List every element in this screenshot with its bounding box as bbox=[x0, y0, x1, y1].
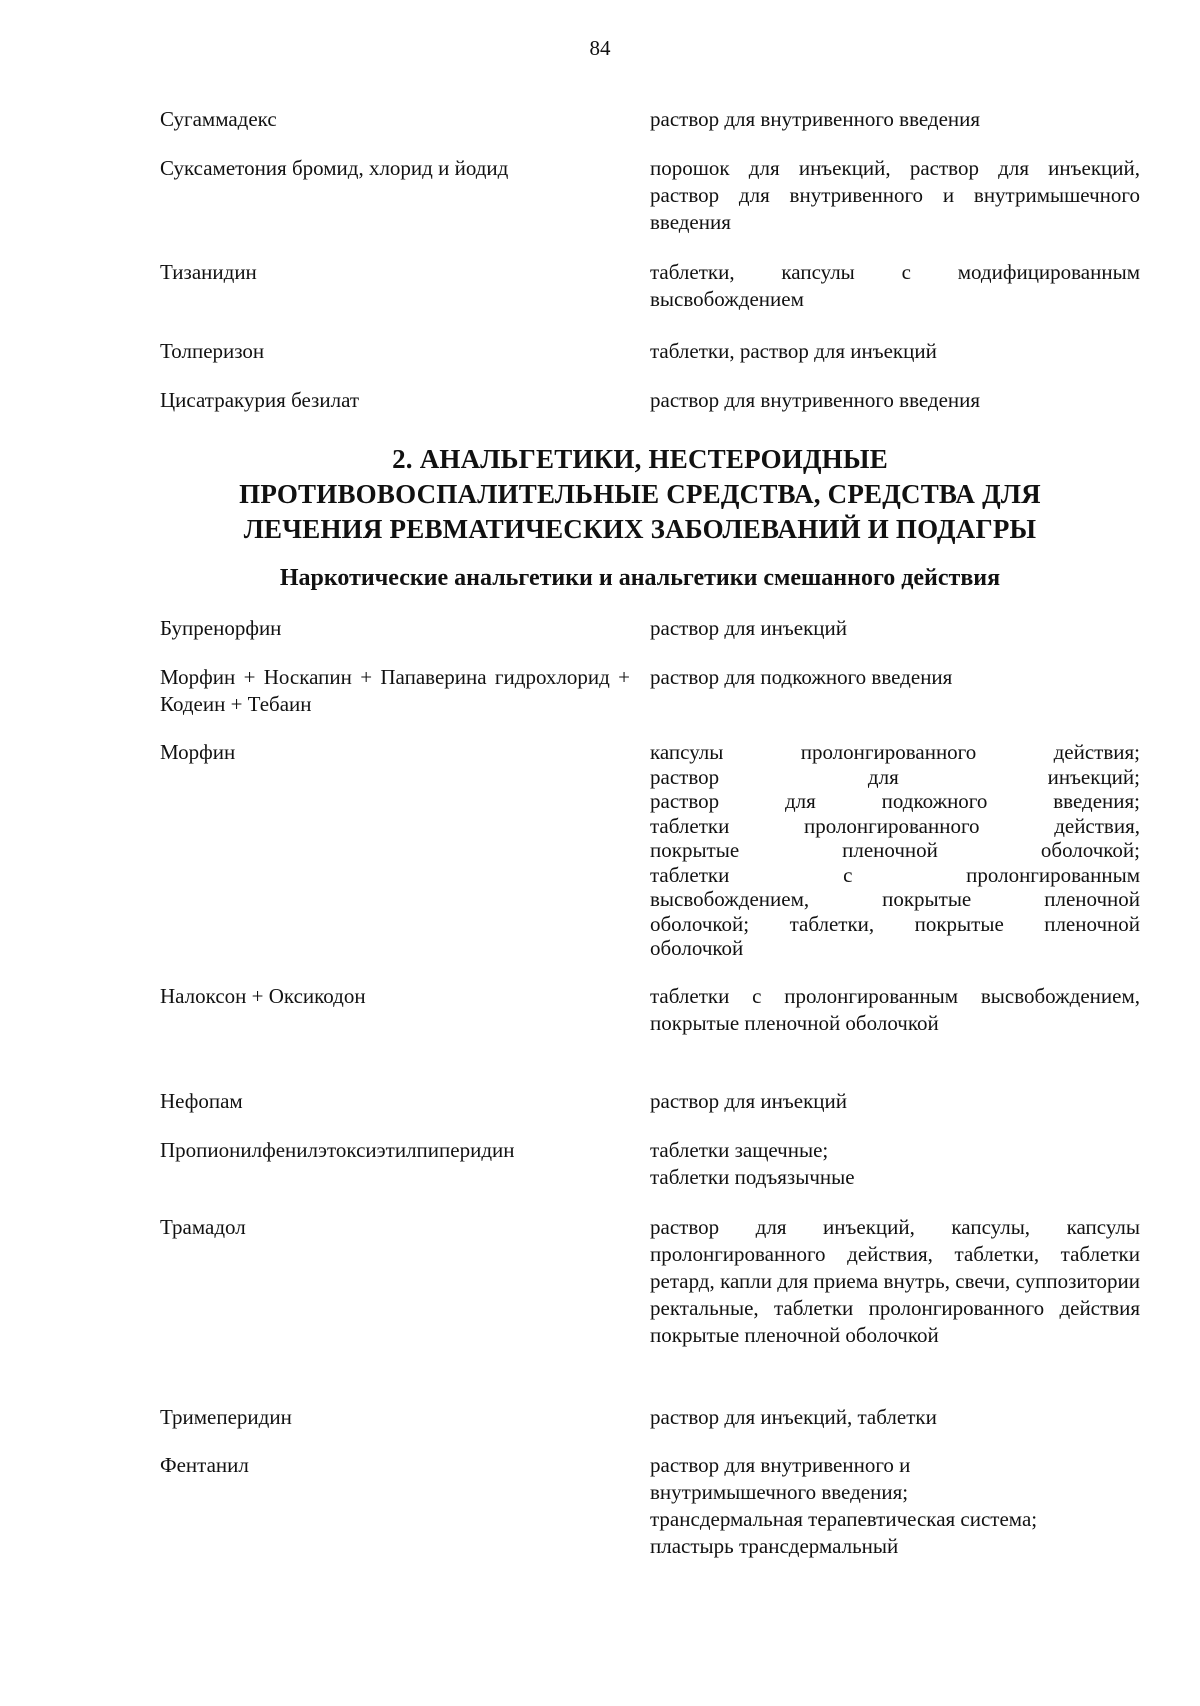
row-morphine-combination bbox=[160, 664, 1140, 718]
drug-name: Толперизон bbox=[160, 339, 265, 363]
dosage-form-line: трансдермальная терапевтическая система; bbox=[650, 1507, 1038, 1531]
row-propionylphenylethoxyethylpiperidine bbox=[160, 1137, 1140, 1191]
dosage-form: раствор для инъекций bbox=[650, 616, 847, 640]
dosage-form: таблетки с пролонгированным высвобождением, покрытые пленочной оболочкой bbox=[650, 984, 1140, 1035]
dosage-form bbox=[650, 1452, 1140, 1560]
dosage-form-line: внутримышечного введения; bbox=[650, 1480, 909, 1504]
drug-name: Нефопам bbox=[160, 1089, 243, 1113]
row-fentanyl bbox=[160, 1452, 1140, 1560]
dosage-form: раствор для инъекций, таблетки bbox=[650, 1405, 937, 1429]
row-nefopam bbox=[160, 1088, 1140, 1115]
dosage-form: таблетки, капсулы с модифицированным высвобождением bbox=[650, 260, 1140, 311]
row-sugammadex bbox=[160, 106, 1140, 133]
dosage-form: раствор для инъекций bbox=[650, 1089, 847, 1113]
dosage-form: раствор для инъекций, капсулы, капсулы пролонгированного действия, таблетки, таблетки ретард, капли для приема внутрь, свечи, суппозитории ректальные, таблетки пролонгированного действия покрытые пленочной оболочкой bbox=[650, 1215, 1140, 1347]
row-buprenorphine bbox=[160, 615, 1140, 642]
section-heading-line: ЛЕЧЕНИЯ РЕВМАТИЧЕСКИХ ЗАБОЛЕВАНИЙ И ПОДАГРЫ bbox=[243, 514, 1037, 544]
section-heading-line: 2. АНАЛЬГЕТИКИ, НЕСТЕРОИДНЫЕ bbox=[392, 444, 888, 474]
dosage-form bbox=[650, 1137, 1140, 1191]
row-morphine bbox=[160, 740, 1140, 961]
dosage-form: раствор для внутривенного введения bbox=[650, 388, 981, 412]
subsection-heading: Наркотические анальгетики и анальгетики смешанного действия bbox=[279, 565, 1001, 591]
dosage-form-line: покрытые пленочной оболочкой; bbox=[650, 838, 1140, 862]
row-naloxone-oxycodone bbox=[160, 983, 1140, 1037]
drug-name: Пропионилфенилэтоксиэтилпиперидин bbox=[160, 1138, 515, 1162]
dosage-form: раствор для подкожного введения bbox=[650, 665, 953, 689]
drug-name: Морфин + Носкапин + Папаверина гидрохлорид + Кодеин + Тебаин bbox=[160, 665, 630, 716]
drug-name: Трамадол bbox=[160, 1215, 246, 1239]
dosage-form-line: таблетки с пролонгированным bbox=[650, 862, 1140, 887]
dosage-form-line: раствор для внутривенного и bbox=[650, 1453, 911, 1477]
row-trimeperidine bbox=[160, 1404, 1140, 1431]
page-number: 84 bbox=[589, 36, 611, 60]
dosage-form: порошок для инъекций, раствор для инъекций, раствор для внутривенного и внутримышечного введения bbox=[650, 156, 1140, 234]
dosage-form bbox=[650, 740, 1140, 961]
dosage-form-line: таблетки защечные; bbox=[650, 1138, 829, 1162]
drug-name: Фентанил bbox=[160, 1453, 249, 1477]
drug-name: Налоксон + Оксикодон bbox=[160, 984, 366, 1008]
drug-name: Бупренорфин bbox=[160, 616, 282, 640]
drug-name: Морфин bbox=[160, 740, 236, 764]
dosage-form: раствор для внутривенного введения bbox=[650, 107, 981, 131]
row-suxamethonium bbox=[160, 155, 1140, 236]
dosage-form-line: оболочкой; таблетки, покрытые пленочной bbox=[650, 911, 1140, 936]
dosage-form-line: оболочкой bbox=[650, 936, 744, 960]
row-cisatracurium bbox=[160, 387, 1140, 414]
row-tramadol bbox=[160, 1214, 1140, 1349]
dosage-form: таблетки, раствор для инъекций bbox=[650, 339, 937, 363]
dosage-form-line: капсулы пролонгированного действия; bbox=[650, 740, 1140, 764]
drug-name: Суксаметония бромид, хлорид и йодид bbox=[160, 156, 509, 180]
dosage-form-line: таблетки пролонгированного действия, bbox=[650, 813, 1140, 838]
dosage-form-line: раствор для подкожного введения; bbox=[650, 789, 1140, 813]
drug-name: Сугаммадекс bbox=[160, 107, 277, 131]
section-heading bbox=[120, 442, 1160, 547]
drug-name: Тримеперидин bbox=[160, 1405, 292, 1429]
drug-name: Тизанидин bbox=[160, 260, 257, 284]
dosage-form-line: пластырь трансдермальный bbox=[650, 1534, 899, 1558]
row-tolperisone bbox=[160, 338, 1140, 365]
section-heading-line: ПРОТИВОВОСПАЛИТЕЛЬНЫЕ СРЕДСТВА, СРЕДСТВА ДЛЯ bbox=[239, 479, 1041, 509]
dosage-form-line: таблетки подъязычные bbox=[650, 1165, 855, 1189]
row-tizanidine bbox=[160, 259, 1140, 313]
drug-name: Цисатракурия безилат bbox=[160, 388, 360, 412]
dosage-form-line: высвобождением, покрытые пленочной bbox=[650, 887, 1140, 911]
dosage-form-line: раствор для инъекций; bbox=[650, 764, 1140, 789]
